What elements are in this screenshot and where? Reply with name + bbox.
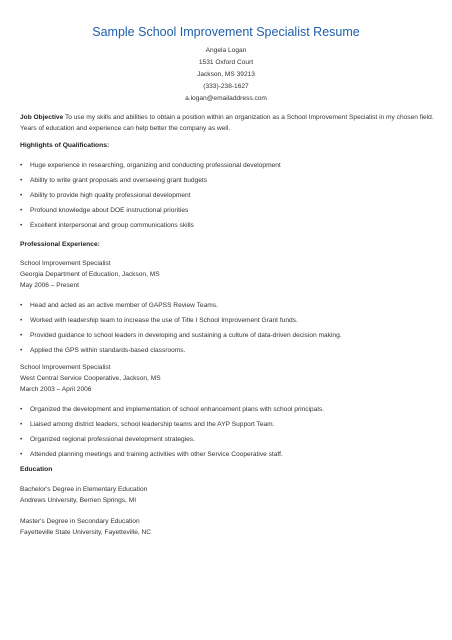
bullet-icon: • [20,332,23,339]
job-title: School Improvement Specialist [20,364,111,371]
job-bullet-text: Head and acted as an active member of GAPSS Review Teams. [30,302,218,309]
job-dates: March 2003 – April 2006 [20,386,92,393]
job-bullet-text: Liaised among district leaders, school leadership teams and the AYP Support Team. [30,421,275,428]
job-bullet [20,332,342,339]
contact-email: a.logan@emailaddress.com [185,95,267,102]
job-bullet [20,451,283,458]
education-degree: Bachelor's Degree in Elementary Education [20,486,148,493]
contact-city: Jackson, MS 39213 [197,71,255,78]
qualification-text: Profound knowledge about DOE instructional priorities [30,207,189,214]
job-bullet [20,406,324,413]
job-organization: Georgia Department of Education, Jackson, MS [20,271,160,278]
bullet-icon: • [20,162,23,169]
job-organization: West Central Service Cooperative, Jackson, MS [20,375,161,382]
bullet-icon: • [20,436,23,443]
resume-title: Sample School Improvement Specialist Resume [92,25,360,39]
job-objective-text: To use my skills and abilities to obtain a position within an organization as a School Improvement Specialist in my chosen field. Years of education and experience can help better the company as well. [20,114,434,132]
contact-street: 1531 Oxford Court [198,59,254,66]
bullet-icon: • [20,317,23,324]
bullet-icon: • [20,177,23,184]
job-dates: May 2006 – Present [20,282,80,289]
job-bullet [20,347,185,354]
job-bullet-text: Attended planning meetings and training activities with other Service Cooperative staff. [30,451,283,458]
contact-phone: (333)-238-1627 [203,83,249,90]
education-school: Andrews University, Berrien Springs, MI [20,497,137,504]
job-objective [20,112,438,134]
bullet-icon: • [20,302,23,309]
job-bullet-text: Provided guidance to school leaders in developing and sustaining a culture of data-driven decision making. [30,332,342,339]
job-bullet-text: Applied the GPS within standards-based classrooms. [30,347,186,354]
job-bullet-text: Organized the development and implementation of school enhancement plans with school principals. [30,406,324,413]
qualification-item [20,162,281,169]
education-degree: Master's Degree in Secondary Education [20,518,140,525]
job-objective-label: Job Objective [20,114,64,121]
education-school: Fayetteville State University, Fayetteville, NC [20,529,152,536]
qualification-item [20,222,194,229]
bullet-icon: • [20,222,23,229]
job-bullet [20,436,195,443]
qualification-text: Excellent interpersonal and group communications skills [30,222,194,229]
bullet-icon: • [20,406,23,413]
job-bullet [20,302,218,309]
bullet-icon: • [20,207,23,214]
experience-heading: Professional Experience: [20,241,100,248]
bullet-icon: • [20,347,23,354]
qualification-text: Ability to write grant proposals and overseeing grant budgets [30,177,208,184]
job-bullet-text: Organized regional professional development strategies. [30,436,195,443]
bullet-icon: • [20,451,23,458]
qualification-item [20,207,188,214]
job-title: School Improvement Specialist [20,260,111,267]
job-bullet [20,317,298,324]
bullet-icon: • [20,421,23,428]
qualifications-heading: Highlights of Qualifications: [20,142,110,149]
qualification-text: Huge experience in researching, organizing and conducting professional development [30,162,281,169]
education-heading: Education [20,466,53,473]
qualification-text: Ability to provide high quality professional development [30,192,191,199]
job-bullet [20,421,274,428]
qualification-item [20,177,207,184]
contact-name: Angela Logan [205,47,247,54]
job-bullet-text: Worked with leadership team to increase the use of Title I School Improvement Grant funds. [30,317,298,324]
bullet-icon: • [20,192,23,199]
qualification-item [20,192,191,199]
